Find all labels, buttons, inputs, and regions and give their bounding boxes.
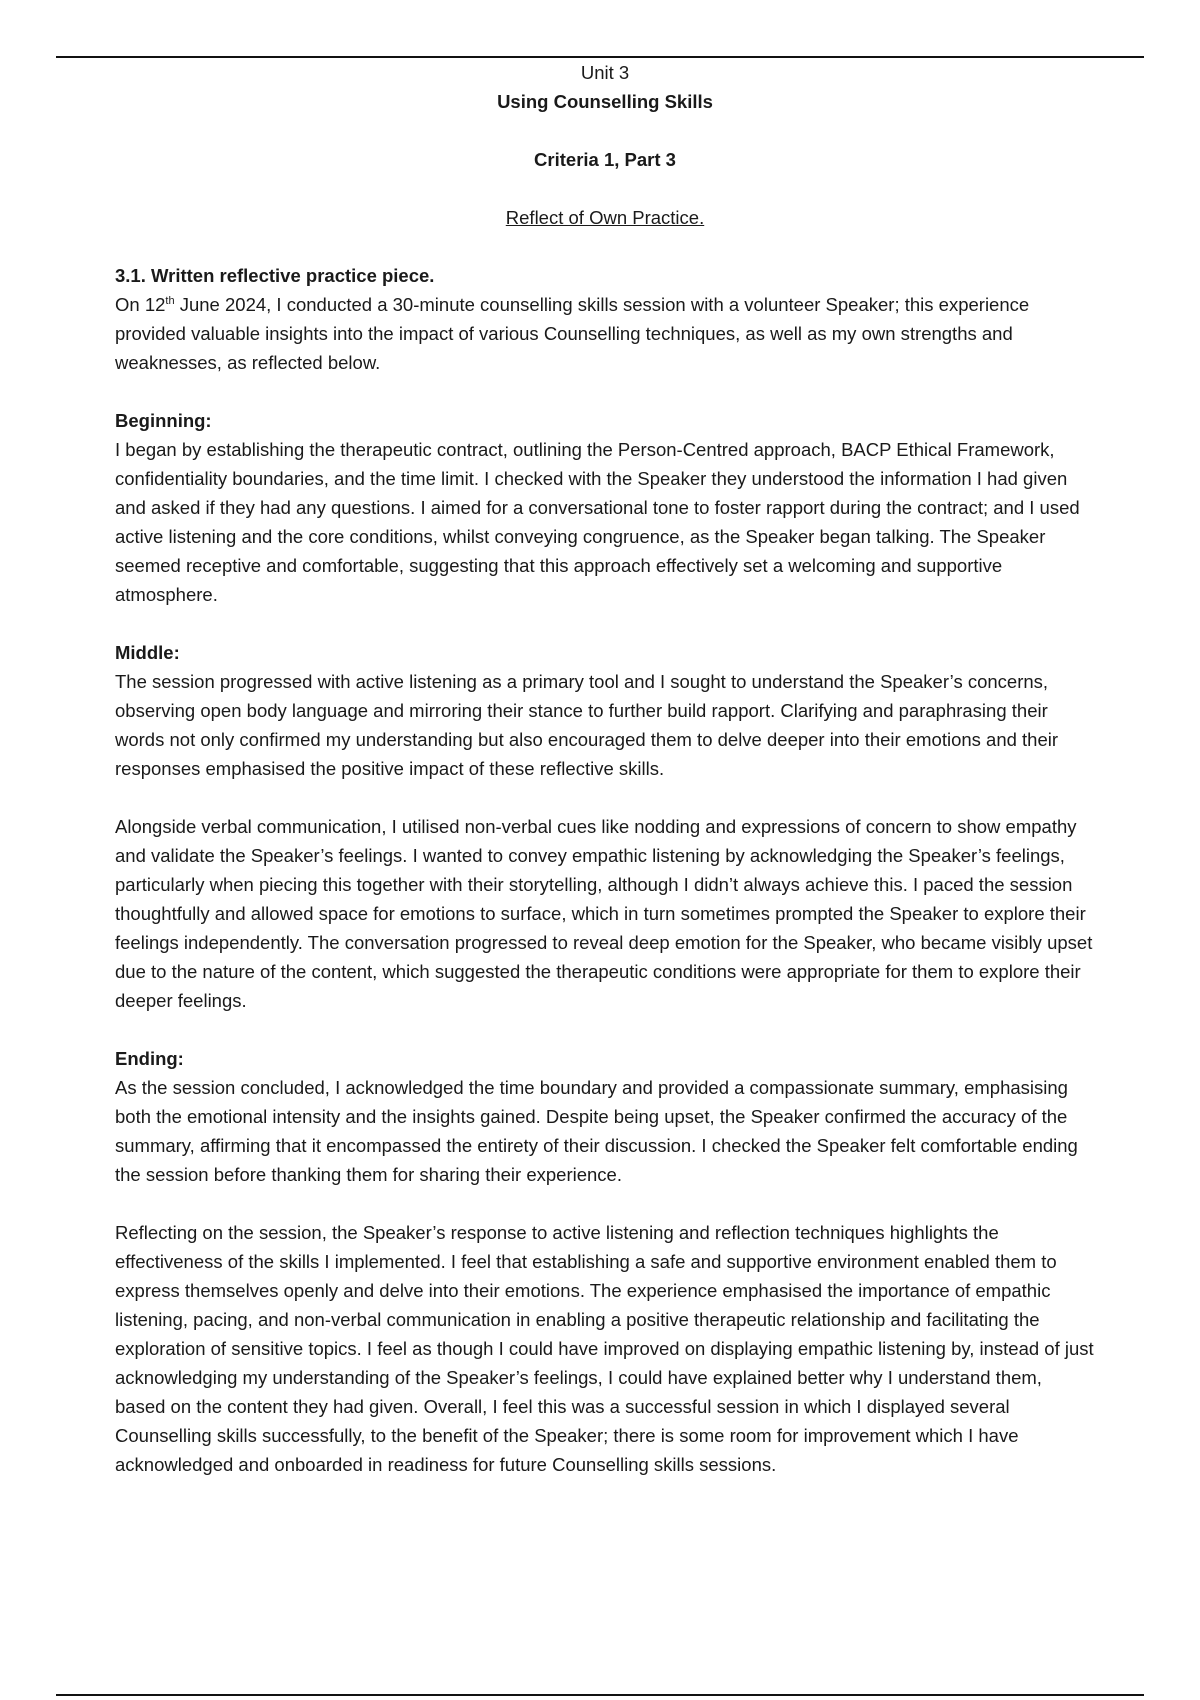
middle-paragraph: The session progressed with active listening as a primary tool and I sought to understand the Speaker’s concerns, observing open body language and mirroring their stance to further build rapport. Clarifying and paraphrasing their words not only confirmed my understanding but also encouraged them to delve deeper into their emotions and their responses emphasised the positive impact of these reflective skills. [115,671,1059,779]
middle-paragraph: Alongside verbal communication, I utilised non-verbal cues like nodding and expressions of concern to show empathy and validate the Speaker’s feelings. I wanted to convey empathic listening by acknowledging the Speaker’s feelings, particularly when piecing this together with their storytelling, although I didn’t always achieve this. I paced the session thoughtfully and allowed space for emotions to surface, which in turn sometimes prompted the Speaker to explore their feelings independently. The conversation progressed to reveal deep emotion for the Speaker, who became visibly upset due to the nature of the content, which suggested the therapeutic conditions were appropriate for them to explore their deeper feelings. [115,816,1093,1011]
intro-text-rest: June 2024, I conducted a 30-minute counselling skills session with a volunteer Speaker; this experience provided valuable insights into the impact of various Counselling techniques, as well as my own strengths and weaknesses, as reflected below. [115,294,1030,373]
document-title: Using Counselling Skills [497,91,713,112]
ending-section [115,1044,1095,1479]
ending-heading: Ending: [115,1048,184,1069]
beginning-section [115,406,1095,609]
beginning-paragraph: I began by establishing the therapeutic contract, outlining the Person-Centred approach, BACP Ethical Framework, confidentiality boundaries, and the time limit. I checked with the Speaker they understood the information I had given and asked if they had any questions. I aimed for a conversational tone to foster rapport during the contract; and I used active listening and the core conditions, whilst conveying congruence, as the Speaker began talking. The Speaker seemed receptive and comfortable, suggesting that this approach effectively set a welcoming and supportive atmosphere. [115,439,1080,605]
document-page [115,56,1095,1479]
middle-section [115,638,1095,1015]
unit-label: Unit 3 [580,62,630,83]
subtitle-line [115,203,1095,232]
criteria-label: Criteria 1, Part 3 [534,149,676,170]
intro-date-suffix: th [165,294,175,307]
middle-heading: Middle: [115,642,180,663]
intro-section [115,261,1095,377]
ending-paragraph: As the session concluded, I acknowledged the time boundary and provided a compassionate summary, emphasising both the emotional intensity and the insights gained. Despite being upset, the Speaker confirmed the accuracy of the summary, affirming that it encompassed the entirety of their discussion. I checked the Speaker felt comfortable ending the session before thanking them for sharing their experience. [115,1077,1078,1185]
bottom-rule [56,1694,1144,1696]
intro-text-start: On 12 [115,294,166,315]
intro-paragraph [115,290,1095,377]
beginning-heading: Beginning: [115,410,212,431]
document-header [115,58,1095,232]
document-subtitle: Reflect of Own Practice. [505,207,705,228]
reflection-paragraph: Reflecting on the session, the Speaker’s response to active listening and reflection techniques highlights the effectiveness of the skills I implemented. I feel that establishing a safe and supportive environment enabled them to express themselves openly and delve into their emotions. The experience emphasised the importance of empathic listening, pacing, and non-verbal communication in enabling a positive therapeutic relationship and facilitating the exploration of sensitive topics. I feel as though I could have improved on displaying empathic listening by, instead of just acknowledging my understanding of the Speaker’s feelings, I could have explained better why I understand them, based on the content they had given. Overall, I feel this was a successful session in which I displayed several Counselling skills successfully, to the benefit of the Speaker; there is some room for improvement which I have acknowledged and onboarded in readiness for future Counselling skills sessions. [115,1222,1094,1475]
intro-heading: 3.1. Written reflective practice piece. [115,265,435,286]
